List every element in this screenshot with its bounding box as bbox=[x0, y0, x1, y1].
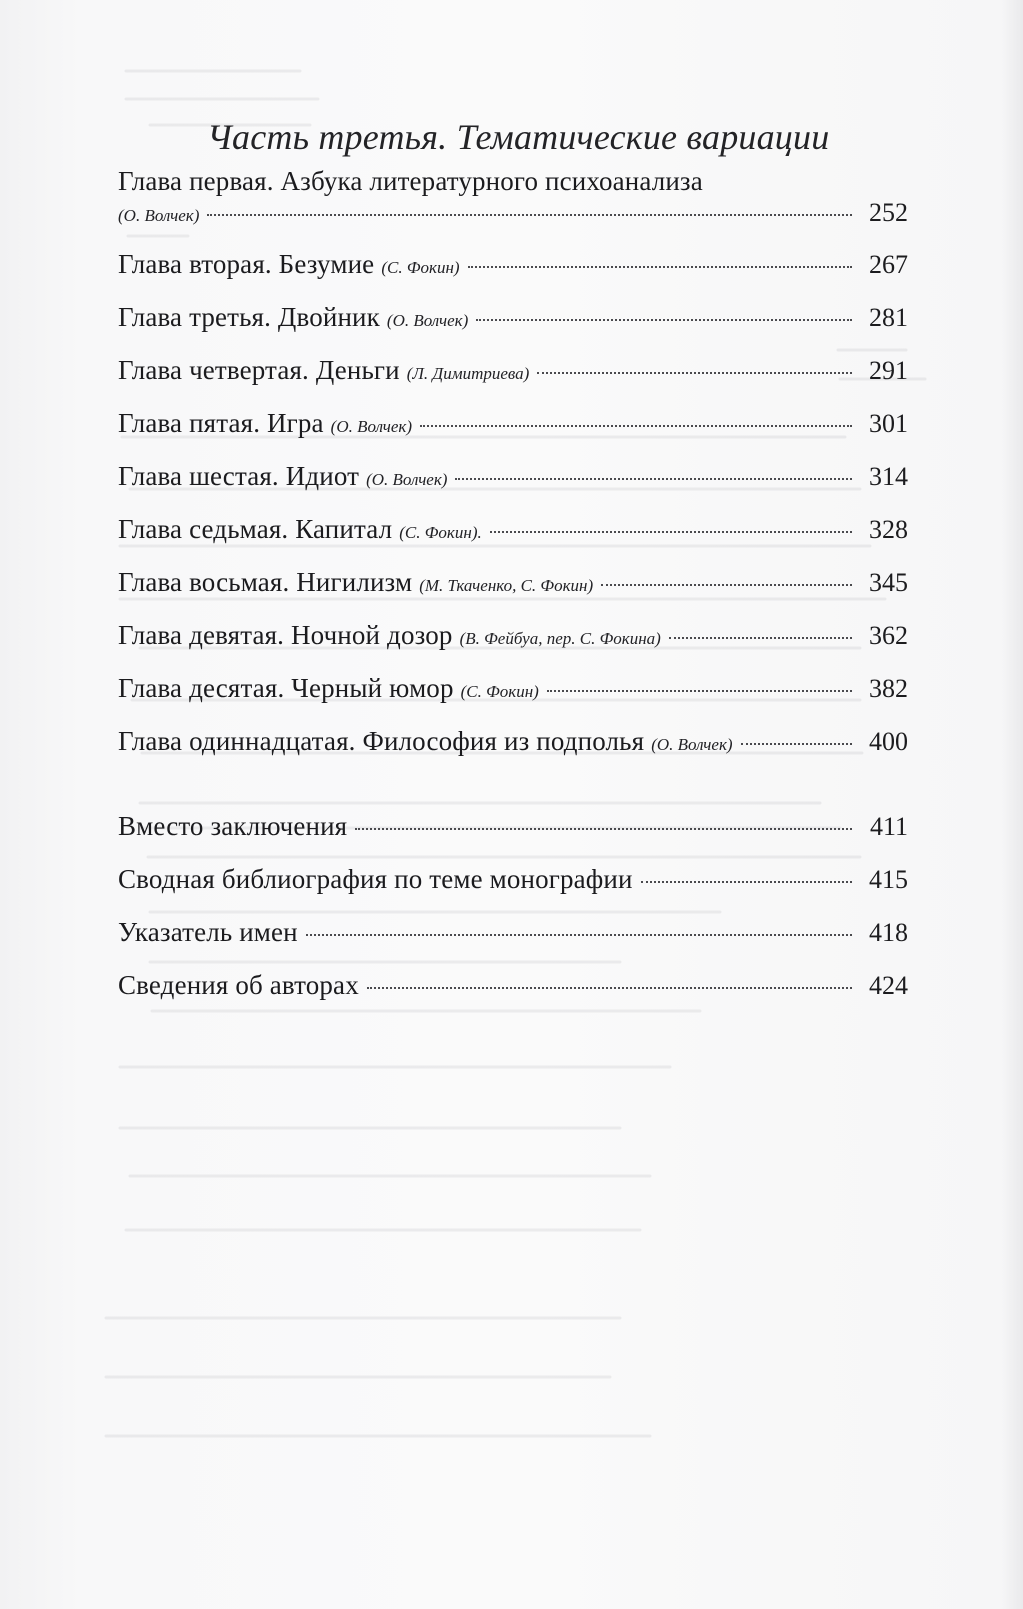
dot-leader bbox=[741, 743, 852, 745]
chapter-author: (М. Ткаченко, С. Фокин) bbox=[419, 576, 594, 595]
chapter-title: Глава девятая. Ночной дозор bbox=[118, 620, 453, 650]
toc-entry-chapter-4[interactable] bbox=[118, 355, 908, 386]
chapter-title: Глава одиннадцатая. Философия из подполья bbox=[118, 726, 645, 756]
toc-entry-chapter-1[interactable] bbox=[118, 166, 908, 228]
page-number: 415 bbox=[869, 865, 908, 894]
page-edge-shadow bbox=[1001, 0, 1023, 1609]
page-number: 281 bbox=[869, 303, 908, 332]
page-number: 301 bbox=[869, 409, 908, 438]
dot-leader bbox=[207, 214, 852, 216]
page-number: 382 bbox=[869, 674, 908, 703]
chapter-title: Глава третья. Двойник bbox=[118, 302, 380, 332]
dot-leader bbox=[355, 828, 852, 830]
chapter-author: (В. Фейбуа, пер. С. Фокина) bbox=[459, 629, 661, 648]
chapter-title: Глава четвертая. Деньги bbox=[118, 355, 400, 385]
dot-leader bbox=[641, 881, 852, 883]
chapter-title: Глава вторая. Безумие bbox=[118, 249, 375, 279]
page-number: 291 bbox=[869, 356, 908, 385]
chapter-title: Глава пятая. Игра bbox=[118, 408, 324, 438]
back-matter-title: Вместо заключения bbox=[118, 811, 348, 841]
chapter-title: Глава первая. Азбука литературного психоанализа bbox=[118, 166, 703, 196]
page-number: 314 bbox=[869, 462, 908, 491]
toc-entry-chapter-10[interactable] bbox=[118, 673, 908, 704]
dot-leader bbox=[537, 372, 852, 374]
toc-entry-chapter-6[interactable] bbox=[118, 461, 908, 492]
dot-leader bbox=[455, 478, 852, 480]
toc-entry-conclusion[interactable] bbox=[118, 811, 908, 842]
dot-leader bbox=[490, 531, 852, 533]
toc-entry-name-index[interactable] bbox=[118, 917, 908, 948]
table-of-contents bbox=[118, 158, 908, 1018]
chapter-title: Глава восьмая. Нигилизм bbox=[118, 567, 413, 597]
page-number: 411 bbox=[869, 812, 908, 841]
toc-entry-chapter-11[interactable] bbox=[118, 726, 908, 757]
chapter-author: (С. Фокин) bbox=[381, 258, 460, 277]
toc-entry-chapter-2[interactable] bbox=[118, 249, 908, 280]
page-number: 362 bbox=[869, 621, 908, 650]
back-matter-title: Указатель имен bbox=[118, 917, 298, 947]
toc-entry-bibliography[interactable] bbox=[118, 864, 908, 895]
chapter-author: (Л. Димитриева) bbox=[406, 364, 530, 383]
toc-entry-chapter-9[interactable] bbox=[118, 620, 908, 651]
page-number: 267 bbox=[869, 250, 908, 279]
toc-entry-chapter-7[interactable] bbox=[118, 514, 908, 545]
dot-leader bbox=[420, 425, 852, 427]
chapter-author: (О. Волчек) bbox=[386, 311, 469, 330]
toc-entry-chapter-5[interactable] bbox=[118, 408, 908, 439]
page-number: 328 bbox=[869, 515, 908, 544]
page-number: 424 bbox=[869, 971, 908, 1000]
section-title: Часть третья. Тематические вариации bbox=[207, 117, 830, 157]
toc-entry-chapter-3[interactable] bbox=[118, 302, 908, 333]
chapter-author: (О. Волчек) bbox=[118, 206, 200, 225]
chapter-title: Глава седьмая. Капитал bbox=[118, 514, 393, 544]
chapter-author: (С. Фокин). bbox=[399, 523, 482, 542]
dot-leader bbox=[547, 690, 852, 692]
page-number: 418 bbox=[869, 918, 908, 947]
back-matter-title: Сведения об авторах bbox=[118, 970, 359, 1000]
page-number: 345 bbox=[869, 568, 908, 597]
back-matter-title: Сводная библиография по теме монографии bbox=[118, 864, 633, 894]
dot-leader bbox=[476, 319, 852, 321]
chapter-author: (О. Волчек) bbox=[651, 735, 733, 754]
dot-leader bbox=[306, 934, 852, 936]
page-number: 252 bbox=[869, 198, 908, 227]
chapter-author: (О. Волчек) bbox=[366, 470, 448, 489]
dot-leader bbox=[669, 637, 852, 639]
dot-leader bbox=[601, 584, 852, 586]
page-number: 400 bbox=[869, 727, 908, 756]
chapter-author: (О. Волчек) bbox=[330, 417, 413, 436]
chapter-title: Глава шестая. Идиот bbox=[118, 461, 360, 491]
dot-leader bbox=[468, 266, 852, 268]
toc-entry-authors-info[interactable] bbox=[118, 970, 908, 1001]
chapter-author: (С. Фокин) bbox=[460, 682, 539, 701]
chapter-title: Глава десятая. Черный юмор bbox=[118, 673, 454, 703]
toc-entry-chapter-8[interactable] bbox=[118, 567, 908, 598]
dot-leader bbox=[367, 987, 852, 989]
